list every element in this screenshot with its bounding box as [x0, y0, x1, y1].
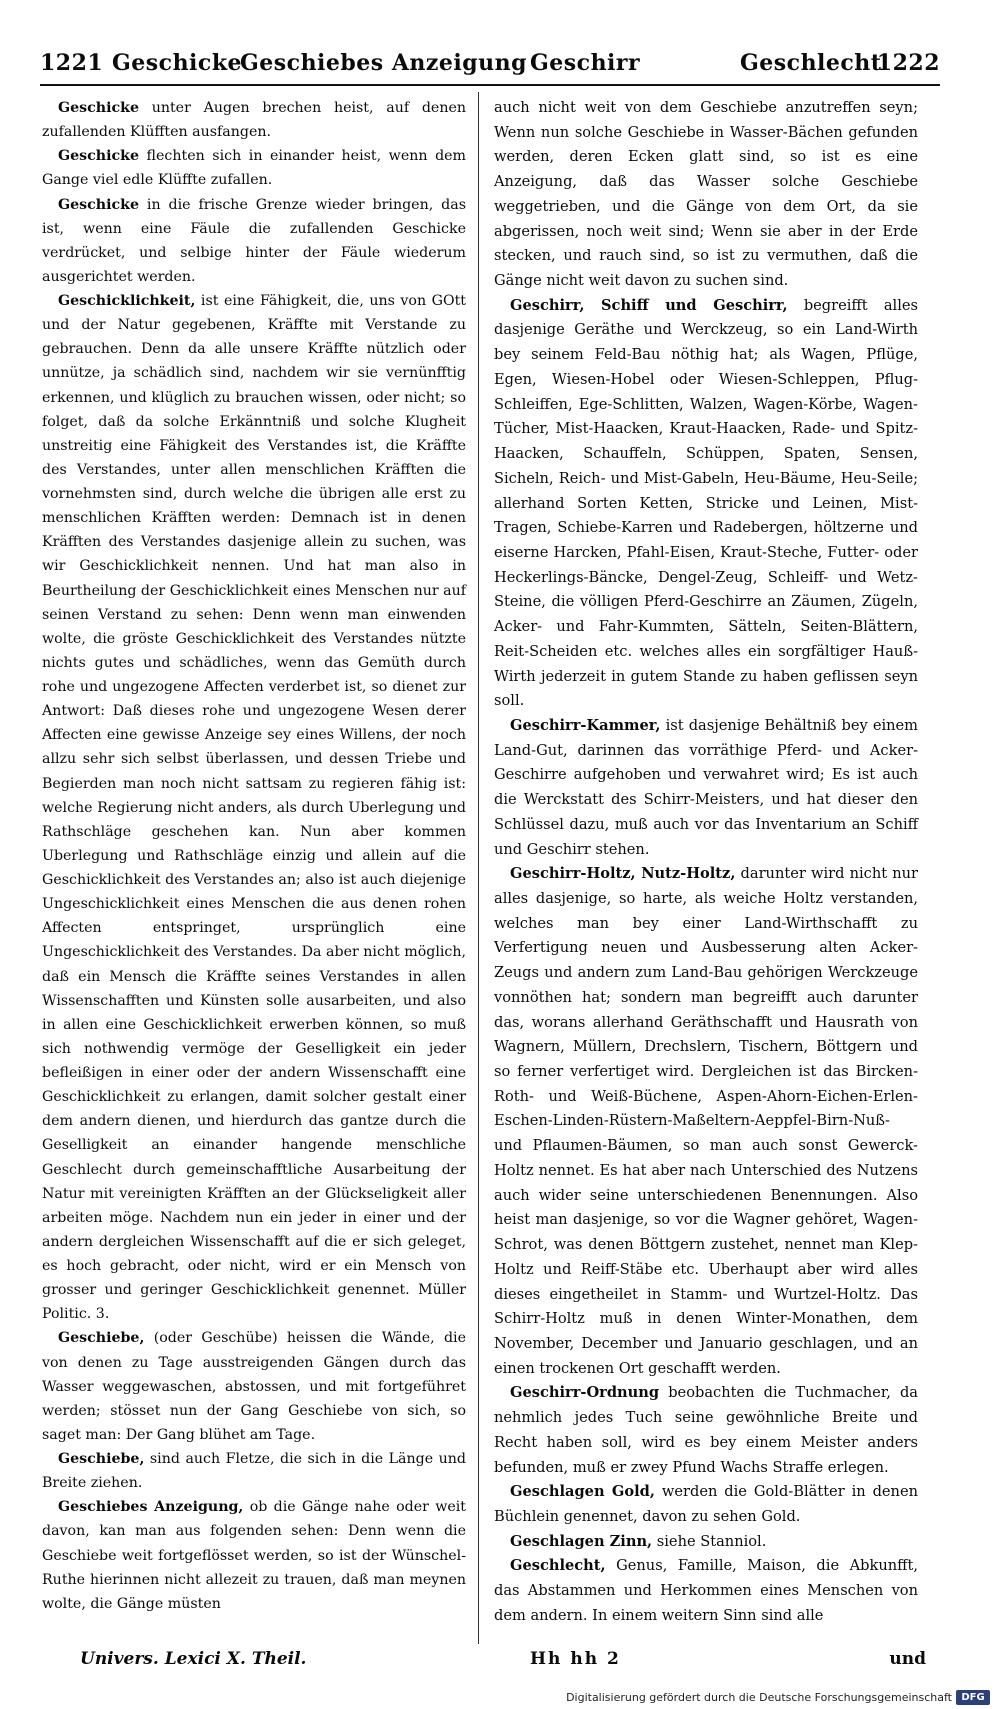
- entry-text: auch nicht weit von dem Geschiebe anzutreffen seyn; Wenn nun solche Geschiebe in Wasser-Bächen gefunden werden, deren Ecken glatt sind, so ist es eine Anzeigung, daß das Wasser solche Geschiebe weggetrieben, und die Gänge von dem Ort, da sie abgerissen, noch weit sind; Wenn sie aber in der Erde stecken, und rauch sind, so ist zu vermuthen, daß die Gänge nicht weit davon zu suchen sind.: [494, 99, 918, 290]
- left-column: [42, 96, 466, 1616]
- signature-line: Univers. Lexici X. Theil.: [80, 1649, 307, 1669]
- entry-keyword: Geschirr-Holtz, Nutz-Holtz,: [510, 865, 736, 883]
- entry: [42, 289, 466, 1326]
- entry-keyword: Geschicke: [58, 148, 139, 165]
- entry-text: in die frische Grenze wieder bringen, das ist, wenn eine Fäule die zufallenden Geschicke verdrücket, und selbige hinter der Fäule wiederum ausgerichtet werden.: [42, 196, 466, 285]
- header-keyword-left: Geschicke: [112, 50, 243, 76]
- entry-keyword: Geschlecht,: [510, 1557, 606, 1575]
- entry-keyword: Geschiebe,: [58, 1451, 145, 1467]
- header-keyword-right-1: Geschirr: [530, 50, 641, 76]
- entry-keyword: Geschlagen Zinn,: [510, 1532, 653, 1550]
- entry-text: sind auch Fletze, die sich in die Länge und Breite ziehen.: [42, 1451, 466, 1492]
- entry: [42, 144, 466, 192]
- entry-keyword: Geschicke: [58, 100, 139, 116]
- entry: [42, 1447, 466, 1495]
- entry-keyword: Geschlagen Gold,: [510, 1483, 655, 1501]
- entry-text: Genus, Famille, Maison, die Abkunfft, das Abstammen und Herkommen eines Menschen von dem andern. In einem weitern Sinn sind alle: [494, 1557, 918, 1624]
- entry-text: begreifft alles dasjenige Geräthe und Werckzeug, so ein Land-Wirth bey seinem Feld-Bau nöthig hat; als Wagen, Pflüge, Egen, Wiesen-Hobel oder Wiesen-Schleppen, Pflug-Schleiffen, Ege-Schlitten, Walzen, Wagen-Körbe, Wagen-Tücher, Mist-Haacken, Kraut-Haacken, Rade- und Spitz-Haacken, Schauffeln, Schüppen, Spaten, Sensen, Sicheln, Reich- und Mist-Gabeln, Heu-Bäume, Heu-Seile; allerhand Sorten Ketten, Stricke und Leinen, Mist-Tragen, Schiebe-Karren und Radebergen, höltzerne und eiserne Harcken, Pfahl-Eisen, Kraut-Steche, Futter- oder Heckerlings-Bäncke, Dengel-Zeug, Schleiff- und Wetz-Steine, die völligen Pferd-Geschirre an Zäumen, Zügeln, Acker- und Fahr-Kummten, Sätteln, Seiten-Blättern, Reit-Scheiden etc. welches alles ein sorgfältiger Hauß-Wirth jederzeit in gutem Stande zu haben geflissen seyn soll.: [494, 296, 918, 710]
- entry-text: beobachten die Tuchmacher, da nehmlich jedes Tuch seine gewöhnliche Breite und Recht haben soll, wird es bey einem Meister anders befunden, muß er zwey Pfund Wachs Straffe erlegen.: [494, 1384, 918, 1476]
- header-keyword-center: Geschiebes Anzeigung: [240, 50, 528, 76]
- header-keyword-right-2: Geschlecht: [740, 50, 882, 76]
- entry-keyword: Geschiebes Anzeigung,: [58, 1499, 244, 1516]
- entry-keyword: Geschiebe,: [58, 1330, 145, 1347]
- entry: [494, 1480, 918, 1529]
- entry-text: (oder Geschübe) heissen die Wände, die von denen zu Tage ausstreigenden Gängen durch das Wasser weggewaschen, abstossen, und mit fortgeführet werden; stösset nun der Gang Geschiebe von sich, so saget man: Der Gang blühet am Tage.: [42, 1330, 466, 1443]
- entry-text: werden die Gold-Blätter in denen Büchlein genennet, davon zu sehen Gold.: [494, 1483, 918, 1525]
- catchword: und: [889, 1649, 926, 1669]
- entry-keyword: Geschicklichkeit,: [58, 293, 196, 309]
- entry-text: ist dasjenige Behältniß bey einem Land-Gut, darinnen das vorräthige Pferd- und Acker-Geschirre aufgehoben und verwahret wird; Es ist auch die Werckstatt des Schirr-Meisters, und hat dieser den Schlüssel dazu, muß auch vor das Inventarium an Schiff und Geschirr stehen.: [494, 716, 918, 858]
- entry: [494, 1381, 918, 1480]
- entry-continuation: [494, 96, 918, 294]
- page-number-left: 1221: [40, 50, 104, 76]
- entry-keyword: Geschirr, Schiff und Geschirr,: [510, 296, 788, 314]
- page-number-right: 1222: [876, 50, 940, 76]
- entry-text: siehe Stanniol.: [652, 1532, 767, 1550]
- column-divider: [478, 92, 479, 1644]
- entry: [494, 714, 918, 862]
- entry-keyword: Geschirr-Ordnung: [510, 1384, 660, 1402]
- signature-mark: Hh hh 2: [530, 1649, 621, 1669]
- header-rule: [40, 84, 940, 86]
- entry: [42, 96, 466, 144]
- right-column: [494, 96, 918, 1629]
- entry: [494, 294, 918, 714]
- entry-keyword: Geschicke: [58, 196, 139, 213]
- digitization-credit: Digitalisierung gefördert durch die Deutsche Forschungsgemeinschaft: [566, 1691, 952, 1704]
- entry: [42, 1326, 466, 1447]
- entry-text: flechten sich in einander heist, wenn dem Gange viel edle Klüffte zufallen.: [42, 148, 466, 189]
- entry: [494, 862, 918, 1381]
- running-header: [40, 44, 940, 84]
- entry-text: darunter wird nicht nur alles dasjenige, so harte, als weiche Holtz verstanden, welches man bey einer Land-Wirthschafft zu Verfertigung neuen und Ausbesserung alten Acker-Zeugs und andern zum Land-Bau gehörigen Werckzeuge vonnöthen hat; sondern man begreifft auch darunter das, worans allerhand Geräthschafft und Hausrath von Wagnern, Müllern, Drechslern, Tischern, Böttgern und so ferner verfertiget wird. Dergleichen ist das Bircken-Roth- und Weiß-Büchene, Aspen-Ahorn-Eichen-Erlen-Eschen-Linden-Rüstern-Maßeltern-Aeppfel-Birn-Nuß- und Pflaumen-Bäumen, so man auch sonst Gewerck-Holtz nennet. Es hat aber nach Unterschied des Nutzens auch wider seine unterschiedenen Benennungen. Also heist man dasjenige, so vor die Wagner gehöret, Wagen-Schrot, was denen Böttgern zustehet, nennet man Klep-Holtz und Reiff-Stäbe etc. Uberhaupt aber wird alles dieses eingetheilet in Stamm- und Wurtzel-Holtz. Das Schirr-Holtz muß in denen Winter-Monathen, dem November, December und Januario geschlagen, und an einen trockenen Ort geschafft werden.: [494, 865, 918, 1377]
- entry: [42, 1495, 466, 1616]
- page-footer: [40, 1649, 940, 1679]
- entry: [42, 193, 466, 290]
- entry-text: ob die Gänge nahe oder weit davon, kan man aus folgenden sehen: Denn wenn die Geschiebe weit fortgeflösset werden, so ist der Wünschel-Ruthe hierinnen nicht allezeit zu trauen, daß man meynen wolte, die Gänge müsten: [42, 1499, 466, 1612]
- entry: [494, 1530, 918, 1555]
- entry-text: unter Augen brechen heist, auf denen zufallenden Klüfften ausfangen.: [42, 100, 466, 141]
- entry-text: ist eine Fähigkeit, die, uns von GOtt und der Natur gegebenen, Kräffte mit Verstande zu gebrauchen. Denn da alle unsere Kräffte nützlich oder unnütze, ja schädlich sind, nachdem wir sie vernünfftig erkennen, und klüglich zu brauchen wissen, oder nicht; so folget, daß da solche Erkänntniß und solche Klugheit unstreitig eine Fähigkeit des Verstandes ist, die Kräffte des Verstandes, unter allen menschlichen Kräfften die vornehmsten sind, durch welche die übrigen alle erst zu menschlichen Kräfften werden: Demnach ist in denen Kräfften des Verstandes dasjenige allein zu suchen, was wir Geschicklichkeit nennen. Und hat man also in Beurtheilung der Geschicklichkeit eines Menschen nur auf seinen Verstand zu sehen: Denn wenn man einwenden wolte, die gröste Geschicklichkeit des Verstandes nützte nichts gutes und schädliches, wenn das Gemüth durch rohe und ungezogene Affecten verderbet ist, so dienet zur Antwort: Daß dieses rohe und ungezogene Wesen derer Affecten eine gewisse Anzeige sey eines Willens, der noch allzu sehr sich selbst überlassen, und dessen Triebe und Begierden man noch nicht sattsam zu regieren fähig ist: welche Regierung nicht anders, als durch Uberlegung und Rathschläge geschehen kan. Nun aber kommen Uberlegung und Rathschläge einzig und allein auf die Geschicklichkeit des Verstandes an; also ist auch diejenige Ungeschicklichkeit eines Menschen die aus denen rohen Affecten entspringet, ursprünglich eine Ungeschicklichkeit des Verstandes. Da aber nicht möglich, daß ein Mensch die Kräffte seines Verstandes in allen Wissenschafften und Künsten solle ausarbeiten, und also in allen eine Geschicklichkeit erwerben können, so muß sich nothwendig vermöge der Geselligkeit ein jeder befleißigen in einer oder der andern Wissenschafft eine Geschicklichkeit zu erlangen, damit solcher gestalt einer dem andern dienen, und hierdurch das gantze durch die Geselligkeit an einander hangende menschliche Geschlecht durch gemeinschafftliche Ausarbeitung der Natur mit vereinigten Kräfften an der Glückseligkeit aller arbeiten möge. Nachdem nun ein jeder in einer und der andern dergleichen Wissenschafft auf die er sich geleget, es hoch gebracht, oder nicht, wird er ein Mensch von grosser und geringer Geschicklichkeit genennet. Müller Politic. 3.: [42, 293, 466, 1323]
- entry: [494, 1554, 918, 1628]
- dfg-logo-icon: DFG: [956, 1690, 990, 1705]
- entry-keyword: Geschirr-Kammer,: [510, 716, 661, 734]
